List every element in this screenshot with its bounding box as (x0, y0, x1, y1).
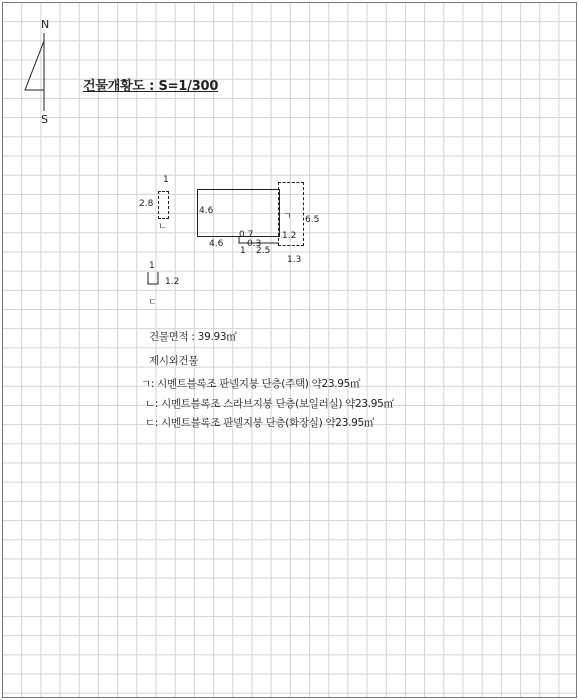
right-annex-bottom-dim: 1.3 (287, 255, 302, 265)
extra-building-giyeok: ㄱ: 시멘트블록조 판넬지붕 단층(주택) 약23.95㎡ (141, 378, 361, 390)
main-bottom-dim: 4.6 (209, 239, 224, 249)
marker-giyeok: ㄱ (283, 212, 292, 222)
main-left-dim: 4.6 (199, 206, 214, 216)
annex-small-side-dim: 1.2 (165, 277, 180, 287)
annex-left-side-dim: 2.8 (139, 199, 154, 209)
extra-buildings-heading: 제시외건물 (149, 355, 199, 367)
extra-building-digeut: ㄷ: 시멘트블록조 판넬지붕 단층(화장실) 약23.95㎡ (145, 417, 375, 429)
right-annex-side-dim: 6.5 (305, 215, 320, 225)
main-notch-dim-a: 0.7 (239, 230, 254, 240)
north-label: N (41, 18, 50, 31)
marker-nieun: ㄴ (158, 222, 167, 232)
building-area-text: 건물면적 : 39.93㎡ (149, 331, 237, 343)
annex-left-top-dim: 1 (163, 175, 169, 185)
boiler-room-outline (158, 191, 169, 219)
main-notch-dim-b: 0.3 (247, 239, 262, 249)
extra-building-nieun: ㄴ: 시멘트블록조 스라브지붕 단층(보일러실) 약23.95㎡ (145, 398, 394, 410)
marker-digeut: ㄷ (148, 298, 157, 308)
plan-sheet (2, 2, 577, 698)
drawing-title: 건물개황도 : S=1/300 (83, 79, 219, 94)
main-notch-lines (235, 233, 283, 247)
main-notch-dim-d: 2.5 (256, 246, 271, 256)
right-annex-inner-dim: 1.2 (282, 231, 297, 241)
south-label: S (41, 113, 48, 126)
main-notch-dim-c: 1 (240, 246, 246, 256)
toilet-outline (146, 271, 160, 287)
north-arrow-icon (23, 33, 63, 123)
annex-small-top-dim: 1 (149, 261, 155, 271)
